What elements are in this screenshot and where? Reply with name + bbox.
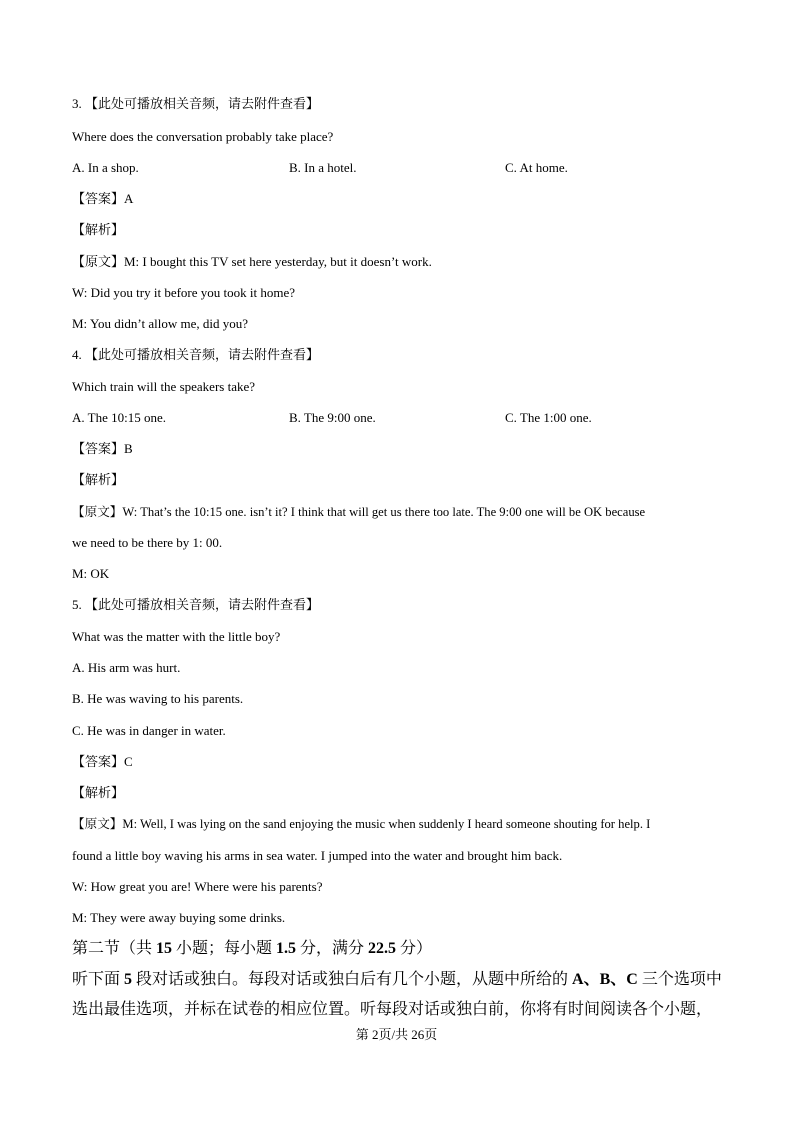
q4-question: Which train will the speakers take? <box>72 379 256 394</box>
section2-title-mid2: 分，满分 <box>296 940 369 957</box>
q3-header: 3. 【此处可播放相关音频，请去附件查看】 <box>72 96 320 111</box>
page-number: 第 2页/共 26页 <box>355 1027 438 1042</box>
section2-instruction-1 <box>72 970 722 990</box>
q5-answer: 【答案】C <box>72 754 133 769</box>
section2-title-points: 1.5 <box>276 940 297 957</box>
q5-analysis: 【解析】 <box>72 785 125 800</box>
section2-title-count: 15 <box>156 940 173 957</box>
section2-instr1-post: 三个选项中 <box>637 971 722 988</box>
q5-question: What was the matter with the little boy? <box>72 629 281 644</box>
section2-title-post: 分） <box>396 940 433 957</box>
section2-instr1-abc: A、B、C <box>572 971 638 988</box>
q5-header: 5. 【此处可播放相关音频，请去附件查看】 <box>72 597 320 612</box>
q3-option-c: C. At home. <box>505 160 568 175</box>
q3-transcript-3: M: You didn’t allow me, did you? <box>72 316 248 331</box>
q4-option-b: B. The 9:00 one. <box>289 410 376 425</box>
section2-title <box>72 939 432 959</box>
q4-header: 4. 【此处可播放相关音频，请去附件查看】 <box>72 347 320 362</box>
q4-transcript-1: 【原文】W: That’s the 10:15 one. isn’t it? I think that will get us there too late. The 9:00 one will be OK because <box>72 505 646 519</box>
q4-transcript-3: M: OK <box>72 566 110 581</box>
section2-title-pre: 第二节（共 <box>72 940 157 957</box>
q3-analysis: 【解析】 <box>72 222 125 237</box>
section2-title-mid1: 小题；每小题 <box>172 940 277 957</box>
q4-answer: 【答案】B <box>72 441 133 456</box>
section2-instruction-2: 选出最佳选项，并标在试卷的相应位置。听每段对话或独白前，你将有时间阅读各个小题， <box>72 1001 713 1018</box>
section2-instr1-pre: 听下面 <box>72 971 125 988</box>
q4-transcript-2: we need to be there by 1: 00. <box>72 535 223 550</box>
q3-transcript-1: 【原文】M: I bought this TV set here yesterday, but it doesn’t work. <box>72 254 432 269</box>
q5-option-b: B. He was waving to his parents. <box>72 691 244 706</box>
q3-question: Where does the conversation probably take place? <box>72 129 334 144</box>
q4-option-c: C. The 1:00 one. <box>505 410 592 425</box>
q5-option-a: A. His arm was hurt. <box>72 660 181 675</box>
q5-option-c: C. He was in danger in water. <box>72 723 226 738</box>
section2-title-total: 22.5 <box>368 940 397 957</box>
section2-instr1-mid: 段对话或独白。每段对话或独白后有几个小题，从题中所给的 <box>132 971 573 988</box>
q4-analysis: 【解析】 <box>72 472 125 487</box>
q5-transcript-3: W: How great you are! Where were his parents? <box>72 879 323 894</box>
q4-option-a: A. The 10:15 one. <box>72 410 166 425</box>
q5-transcript-2: found a little boy waving his arms in sea water. I jumped into the water and brought him back. <box>72 848 563 863</box>
q3-option-b: B. In a hotel. <box>289 160 357 175</box>
section2-instr1-count: 5 <box>124 971 133 988</box>
q3-answer: 【答案】A <box>72 191 134 206</box>
q5-transcript-4: M: They were away buying some drinks. <box>72 910 286 925</box>
q3-option-a: A. In a shop. <box>72 160 139 175</box>
q3-transcript-2: W: Did you try it before you took it home? <box>72 285 295 300</box>
q5-transcript-1: 【原文】M: Well, I was lying on the sand enjoying the music when suddenly I heard someone shouting for help. I <box>72 817 651 831</box>
